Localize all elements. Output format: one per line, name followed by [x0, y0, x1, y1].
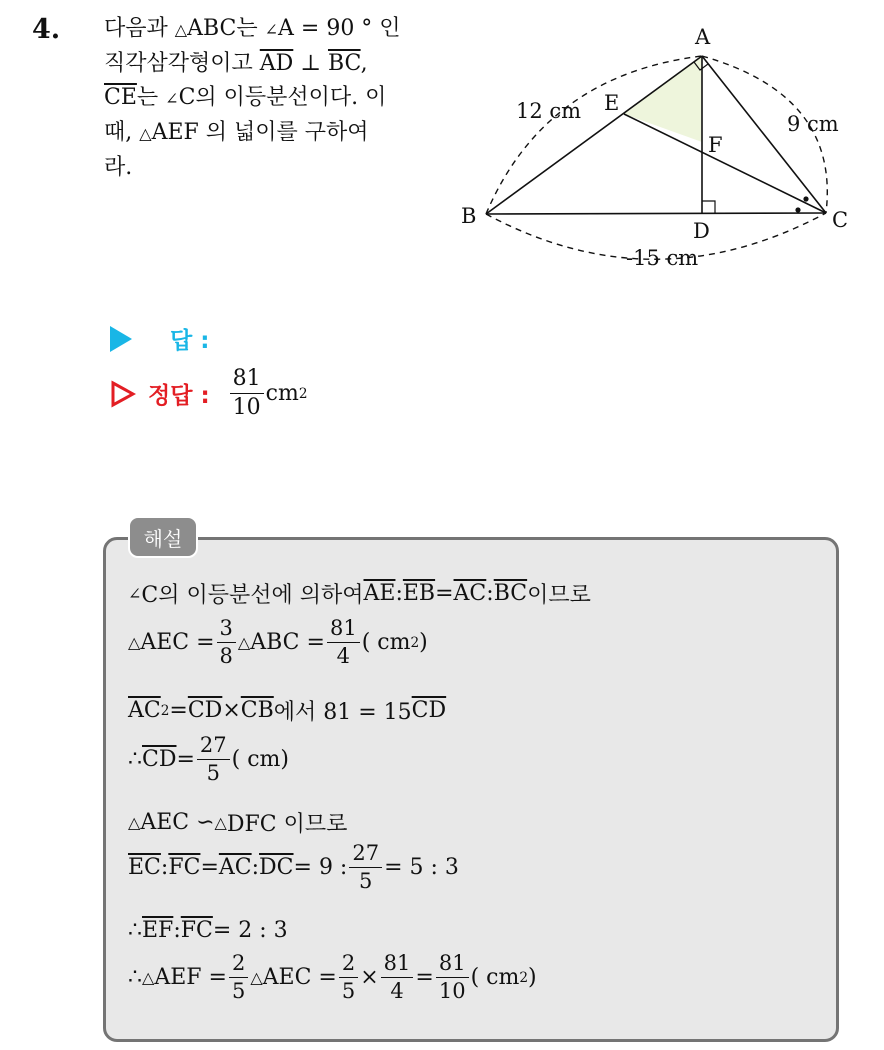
fraction: $\frac{27}{5}$ — [349, 843, 382, 892]
question-line-5: 라. — [104, 155, 133, 180]
solution-line-5: △ AEC ∽ △ DFC 이므로 — [128, 810, 348, 837]
question-number: 4. — [32, 14, 61, 45]
solution-box — [103, 537, 839, 1042]
label-ab-length: 12 cm — [516, 99, 582, 123]
shaded-triangle-aef — [624, 56, 702, 142]
answer-label: 답 : — [170, 328, 210, 354]
solution-line-1: ∠ C의 이등분선에 의하여 $\overline{AE}$ : $\overline{EB}$ = $\overline{AC}$ : $\overline{BC}$ 이므로 — [128, 581, 591, 608]
solution-tab: 해설 — [128, 516, 198, 558]
triangle-icon: △ — [128, 813, 141, 832]
correct-answer-row — [110, 368, 308, 419]
solution-line-4: ∴ $\overline{CD}$ = $\frac{27}{5}$ ( cm) — [128, 733, 289, 785]
side-ab — [486, 56, 702, 214]
question-text — [104, 12, 444, 185]
triangle-diagram — [455, 18, 865, 278]
correct-answer-label: 정답 : — [148, 383, 210, 409]
label-bc-length: -15 cm — [626, 246, 699, 270]
triangle-icon: △ — [128, 633, 141, 652]
triangle-icon: △ — [214, 813, 227, 832]
question-line-1: 다음과 △ABC는 ∠A = 90 ° 인 — [104, 16, 401, 41]
triangle-icon: △ — [250, 968, 263, 987]
label-c: C — [832, 208, 849, 232]
triangle-icon: △ — [142, 968, 155, 987]
fraction: $\frac{3}{8}$ — [217, 618, 236, 667]
triangle-icon: △ — [174, 20, 188, 39]
label-d: D — [693, 219, 710, 243]
angle-icon: ∠ — [165, 89, 179, 108]
angle-mark-dot-icon — [795, 207, 800, 212]
fraction: $\frac{81}{4}$ — [327, 618, 360, 667]
fraction: $\frac{81}{4}$ — [381, 953, 414, 1002]
label-b: B — [461, 204, 477, 228]
fraction: $\frac{2}{5}$ — [229, 953, 248, 1002]
solution-line-2: △ AEC = $\frac{3}{8}$ △ ABC = $\frac{81}{4}$ ( cm 2 ) — [128, 616, 428, 668]
question-line-4: 때, △AEF 의 넓이를 구하여 — [104, 120, 369, 145]
right-angle-d-icon — [702, 201, 715, 214]
correct-answer-value: $\frac{81}{10}$ cm 2 — [228, 368, 308, 419]
fraction: $\frac{81}{10}$ — [230, 368, 264, 419]
label-a: A — [695, 25, 711, 49]
solution-line-6: $\overline{EC}$ : $\overline{FC}$ = $\overline{AC}$ : $\overline{DC}$ = 9 : $\frac{27}{5}$ = 5 : 3 — [128, 841, 459, 893]
play-solid-icon — [110, 326, 132, 352]
solution-line-7: ∴ $\overline{EF}$ : $\overline{FC}$ = 2 : 3 — [128, 918, 288, 943]
label-e: E — [604, 91, 620, 115]
solution-line-3: $\overline{AC}$ 2 = $\overline{CD}$ × $\overline{CB}$ 에서 81 = 15 $\overline{CD}$ — [128, 698, 447, 725]
question-line-3: $\overline{CE}$는 ∠C의 이등분선이다. 이 — [104, 85, 387, 110]
triangle-icon: △ — [139, 124, 152, 143]
label-ac-length: 9 cm — [787, 112, 839, 136]
angle-icon: ∠ — [264, 20, 279, 39]
angle-mark-dot-icon — [803, 196, 808, 201]
triangle-icon: △ — [237, 633, 251, 652]
play-outline-icon — [110, 380, 136, 408]
answer-row — [110, 322, 209, 355]
question-line-2: 직각삼각형이고 $\overline{AD}$ ⊥ $\overline{BC}$, — [104, 51, 368, 76]
label-f: F — [708, 133, 723, 157]
fraction: $\frac{81}{10}$ — [436, 953, 469, 1002]
fraction: $\frac{27}{5}$ — [197, 735, 230, 784]
angle-icon: ∠ — [128, 584, 142, 603]
fraction: $\frac{2}{5}$ — [339, 953, 358, 1002]
solution-line-8: ∴ △ AEF = $\frac{2}{5}$ △ AEC = $\frac{2}{5}$ × $\frac{81}{4}$ = $\frac{81}{10}$ ( cm 2 ) — [128, 951, 537, 1003]
side-bc — [486, 213, 826, 214]
